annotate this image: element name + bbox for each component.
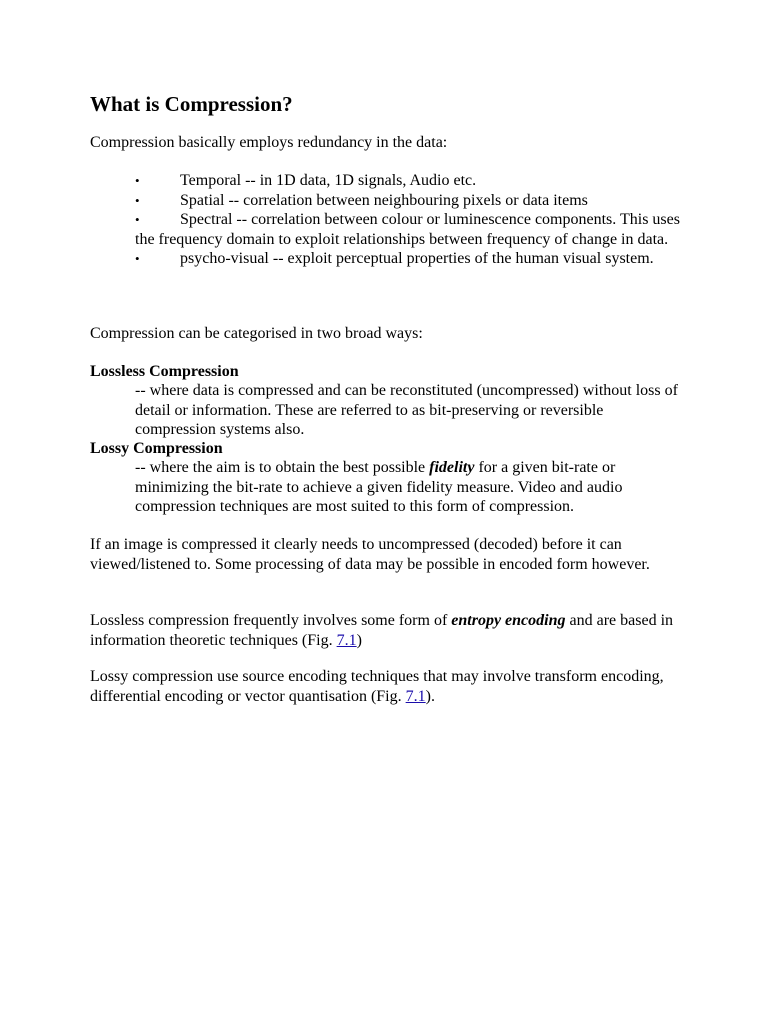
- decode-paragraph: If an image is compressed it clearly needs to uncompressed (decoded) before it can viewed/listened to. Some processing of data may be possible in encoded form however.: [90, 536, 650, 573]
- list-item-text: Spectral -- correlation between colour or luminescence components. This uses the frequency domain to exploit relationships between frequency of change in data.: [135, 211, 680, 248]
- figure-link[interactable]: 7.1: [336, 631, 357, 649]
- figure-link[interactable]: 7.1: [405, 687, 426, 705]
- bullet-icon: •: [135, 173, 140, 188]
- redundancy-list: [135, 171, 680, 269]
- bullet-icon: •: [135, 212, 140, 227]
- list-item-text: Spatial -- correlation between neighbouring pixels or data items: [180, 191, 588, 209]
- fidelity-emphasis: fidelity: [429, 459, 475, 476]
- bullet-icon: •: [135, 251, 140, 266]
- lossless-term: Lossless Compression: [90, 363, 239, 380]
- list-item-text: Temporal -- in 1D data, 1D signals, Audio etc.: [180, 172, 477, 189]
- lossy-paragraph: Lossy compression use source encoding techniques that may involve transform encoding, differential encoding or vector quantisation (Fig. 7.1).: [90, 668, 664, 705]
- list-item: [135, 191, 680, 211]
- list-item: [135, 210, 680, 249]
- lossy-term: Lossy Compression: [90, 440, 223, 457]
- list-item: [135, 249, 680, 269]
- lossless-paragraph: Lossless compression frequently involves some form of entropy encoding and are based in information theoretic techniques (Fig. 7.1): [90, 612, 674, 649]
- page-title: What is Compression?: [90, 92, 293, 116]
- bullet-icon: •: [135, 192, 140, 208]
- intro-paragraph: Compression basically employs redundancy in the data:: [90, 134, 448, 151]
- lossless-definition: -- where data is compressed and can be reconstituted (uncompressed) without loss of detail or information. These are referred to as bit-preserving or reversible compression systems also.: [135, 382, 678, 438]
- lossy-definition: -- where the aim is to obtain the best possible fidelity for a given bit-rate or minimizing the bit-rate to achieve a given fidelity measure. Video and audio compression techniques are most suited to this form of compression.: [135, 459, 623, 515]
- list-item: [135, 171, 680, 191]
- entropy-encoding-emphasis: entropy encoding: [451, 612, 566, 629]
- categories-intro: Compression can be categorised in two broad ways:: [90, 325, 423, 342]
- list-item-text: psycho-visual -- exploit perceptual properties of the human visual system.: [180, 250, 654, 267]
